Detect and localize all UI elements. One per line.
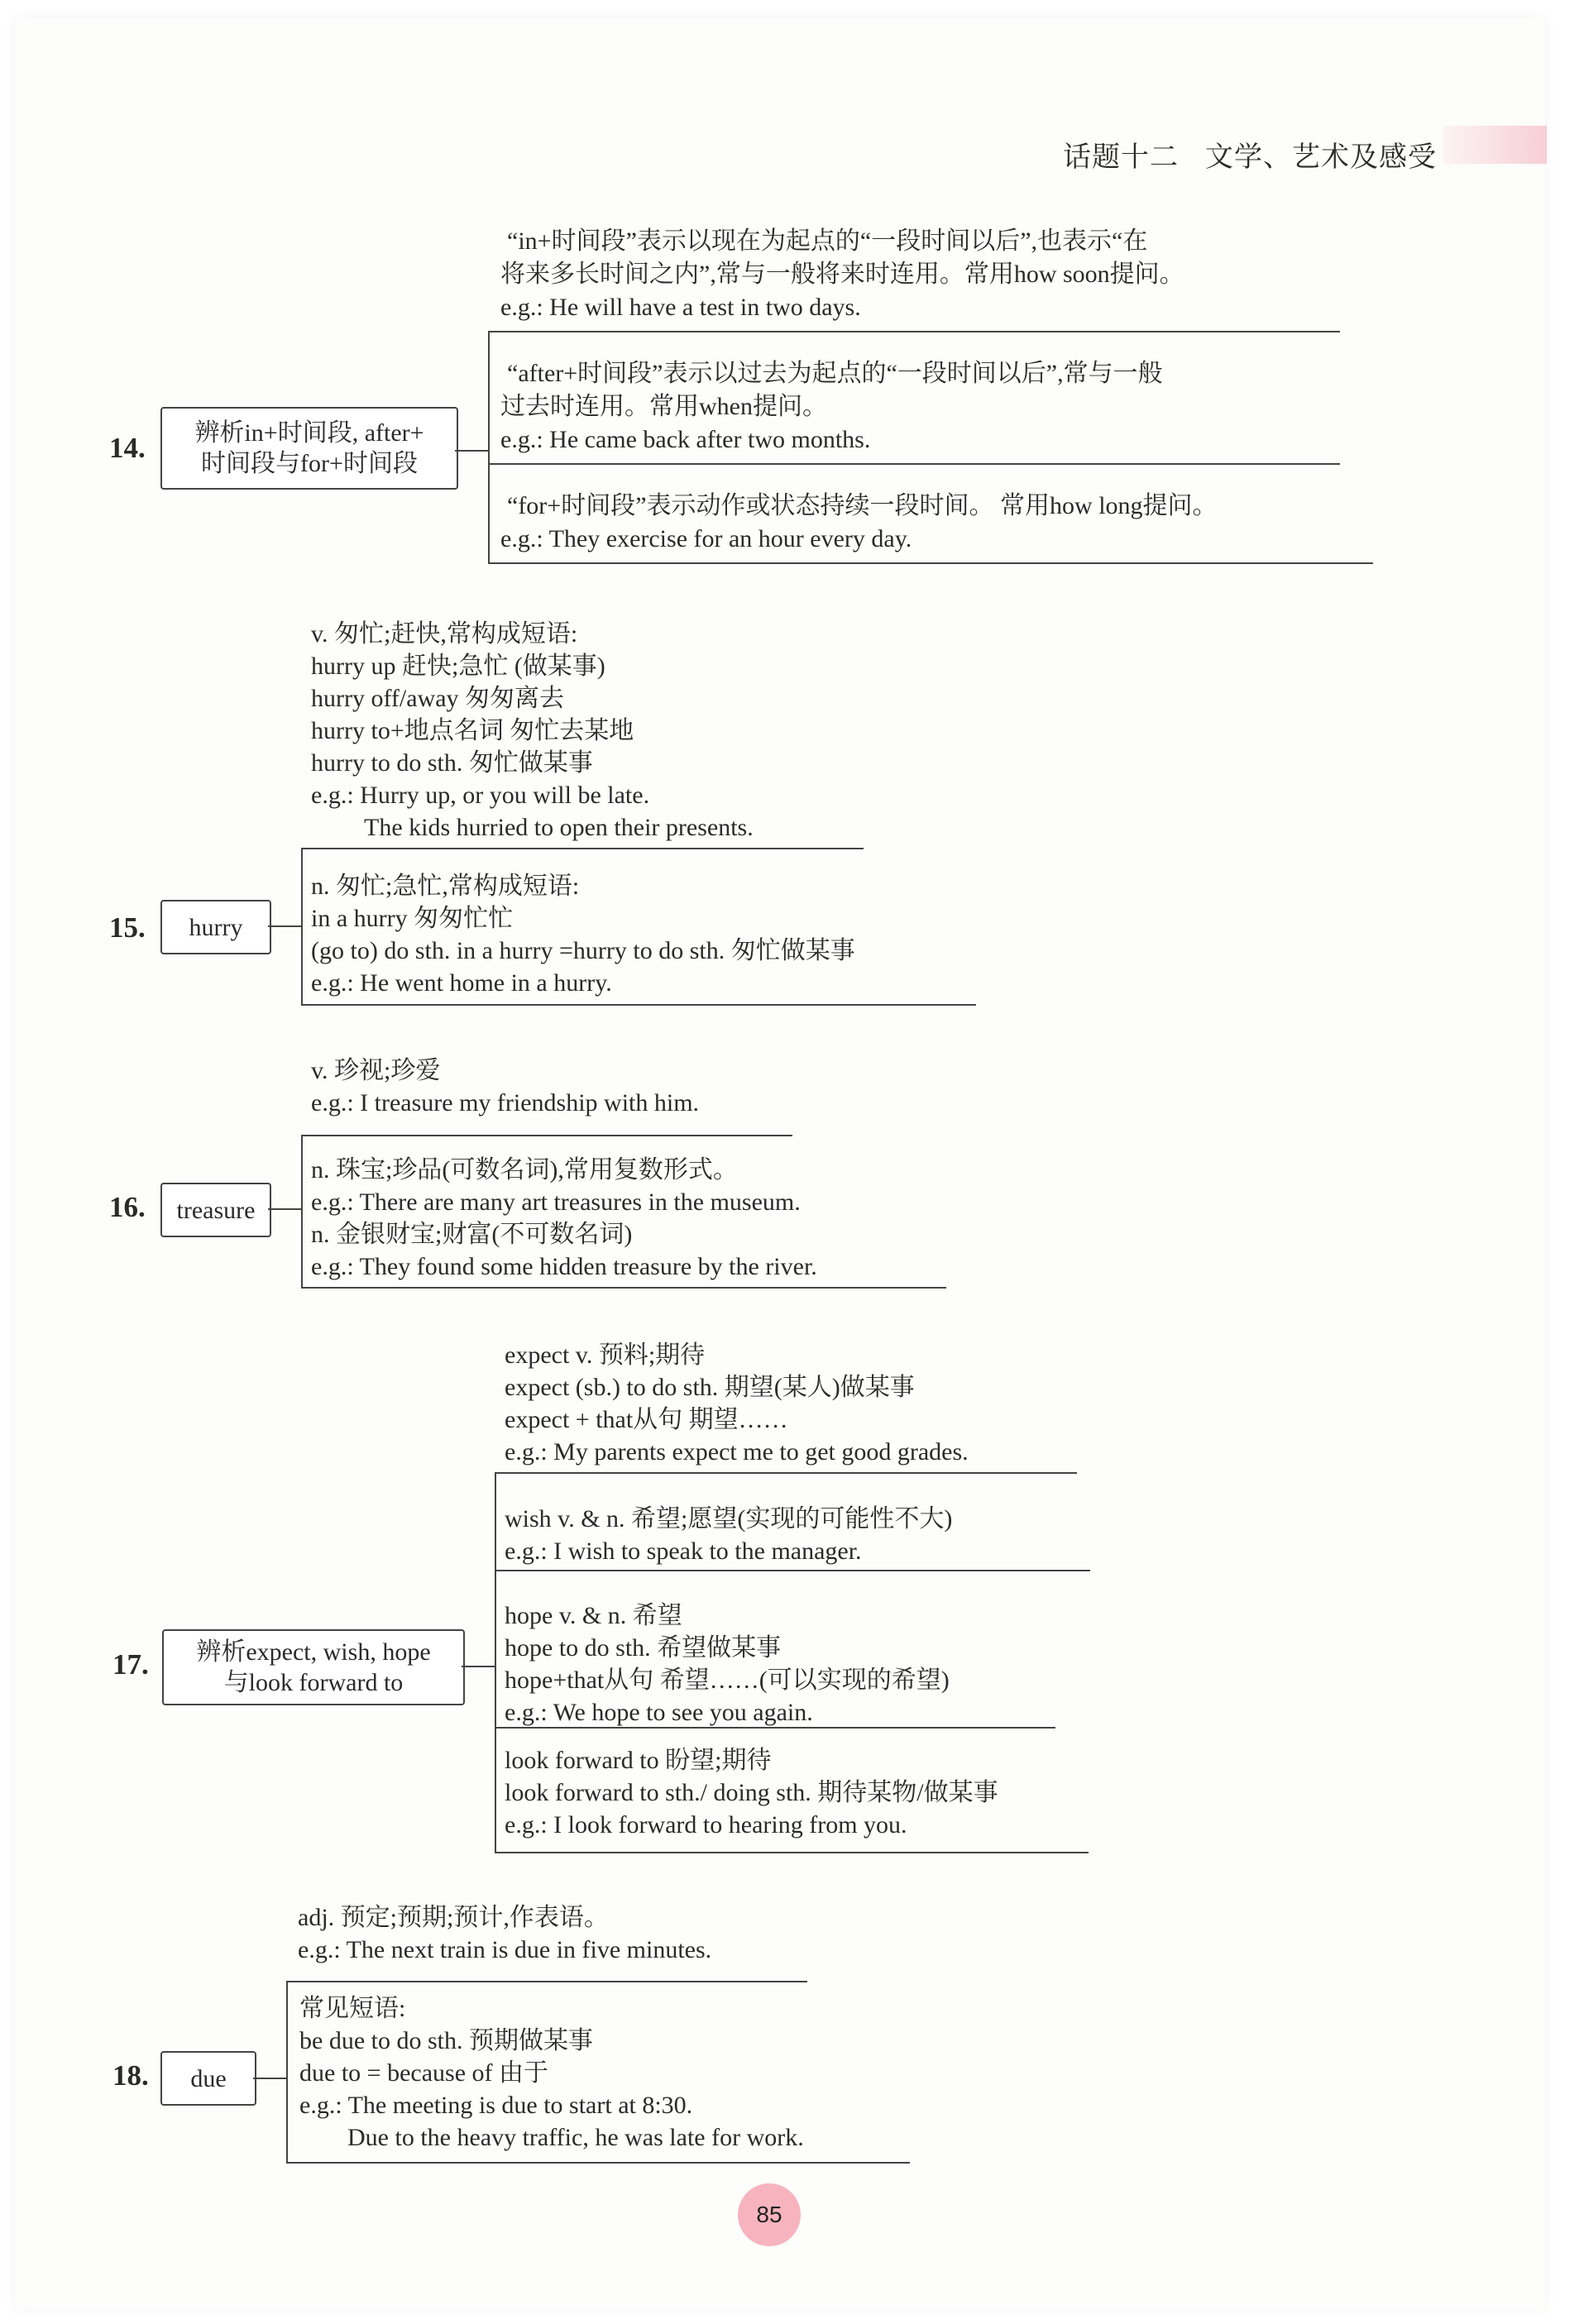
page-number-badge: 85 bbox=[738, 2183, 801, 2246]
example-line: e.g.: Hurry up, or you will be late. bbox=[311, 782, 650, 809]
text-line: (go to) do sth. in a hurry =hurry to do sth. 匆忙做某事 bbox=[311, 937, 855, 964]
bracket-line bbox=[488, 331, 490, 562]
block-underline bbox=[495, 1472, 1077, 1474]
example-line: e.g.: My parents expect me to get good grades. bbox=[505, 1438, 969, 1466]
text-line: 常见短语: bbox=[299, 1995, 406, 2022]
text-line: hope to do sth. 希望做某事 bbox=[505, 1634, 782, 1662]
header-topic: 话题十二 bbox=[1063, 142, 1179, 173]
connector-line bbox=[268, 925, 301, 927]
text-line: v. 珍视;珍爱 bbox=[311, 1057, 441, 1084]
example-line: e.g.: He went home in a hurry. bbox=[311, 969, 612, 997]
bracket-line bbox=[301, 1135, 303, 1288]
entry-number-15: 15. bbox=[109, 911, 146, 944]
text-line: adj. 预定;预期;预计,作表语。 bbox=[298, 1904, 609, 1931]
entry-box-15 bbox=[160, 900, 271, 954]
entry-box-line: 辨析in+时间段, after+ bbox=[194, 419, 424, 447]
text-line: 过去时连用。常用when提问。 bbox=[500, 393, 827, 420]
page-header bbox=[1063, 134, 1437, 175]
example-line: e.g.: We hope to see you again. bbox=[505, 1699, 813, 1726]
block-underline bbox=[495, 1852, 1089, 1853]
block-underline bbox=[301, 848, 864, 849]
text-line: n. 匆忙;急忙,常构成短语: bbox=[311, 873, 580, 900]
bracket-line bbox=[286, 1981, 288, 2163]
text-line: hurry up 赶快;急忙 (做某事) bbox=[311, 653, 605, 680]
text-line: wish v. & n. 希望;愿望(实现的可能性不大) bbox=[505, 1505, 953, 1533]
example-line: The kids hurried to open their presents. bbox=[364, 814, 754, 841]
example-line: e.g.: There are many art treasures in the museum. bbox=[311, 1188, 801, 1216]
text-line: due to = because of 由于 bbox=[299, 2059, 548, 2087]
example-line: e.g.: The meeting is due to start at 8:30. bbox=[299, 2092, 693, 2119]
text-line: hope+that从句 希望……(可以实现的希望) bbox=[505, 1666, 950, 1694]
text-line: look forward to sth./ doing sth. 期待某物/做某事 bbox=[505, 1779, 998, 1806]
connector-line bbox=[455, 450, 488, 452]
example-line: e.g.: He came back after two months. bbox=[500, 426, 871, 453]
entry-box-17 bbox=[162, 1629, 465, 1705]
block-underline bbox=[495, 1570, 1090, 1571]
text-line: expect + that从句 期望…… bbox=[505, 1406, 788, 1433]
example-line: e.g.: I look forward to hearing from you. bbox=[505, 1811, 907, 1839]
connector-line bbox=[462, 1666, 495, 1667]
entry-box-line: 时间段与for+时间段 bbox=[201, 450, 418, 477]
connector-line bbox=[253, 2078, 286, 2079]
example-line: e.g.: I wish to speak to the manager. bbox=[505, 1537, 862, 1565]
text-line: hope v. & n. 希望 bbox=[505, 1602, 682, 1629]
entry-box-line: hurry bbox=[189, 913, 243, 941]
entry-box-16 bbox=[160, 1183, 271, 1237]
example-line: e.g.: They exercise for an hour every day. bbox=[500, 525, 912, 552]
header-title: 文学、艺术及感受 bbox=[1205, 142, 1437, 173]
text-line: n. 金银财宝;财富(不可数名词) bbox=[311, 1221, 633, 1248]
entry-box-line: treasure bbox=[176, 1196, 256, 1224]
example-line: e.g.: The next train is due in five minutes. bbox=[298, 1936, 712, 1963]
text-line: expect v. 预料;期待 bbox=[505, 1341, 706, 1369]
text-line: “after+时间段”表示以过去为起点的“一段时间以后”,常与一般 bbox=[507, 360, 1163, 387]
text-line: be due to do sth. 预期做某事 bbox=[299, 2027, 593, 2054]
text-line: hurry to+地点名词 匆忙去某地 bbox=[311, 717, 634, 744]
entry-box-line: 与look forward to bbox=[223, 1669, 404, 1696]
block-underline bbox=[301, 1287, 946, 1289]
example-line: e.g.: They found some hidden treasure by the river. bbox=[311, 1253, 817, 1280]
text-line: hurry off/away 匆匆离去 bbox=[311, 685, 565, 712]
text-line: 将来多长时间之内”,常与一般将来时连用。常用how soon提问。 bbox=[500, 261, 1184, 288]
block-underline bbox=[286, 2162, 910, 2164]
entry-box-14 bbox=[160, 407, 458, 490]
example-line: e.g.: He will have a test in two days. bbox=[500, 294, 861, 321]
text-line: in a hurry 匆匆忙忙 bbox=[311, 905, 514, 932]
text-line: expect (sb.) to do sth. 期望(某人)做某事 bbox=[505, 1374, 915, 1401]
text-line: v. 匆忙;赶快,常构成短语: bbox=[311, 620, 578, 648]
block-underline bbox=[301, 1004, 976, 1006]
bracket-line bbox=[301, 848, 303, 1005]
entry-box-18 bbox=[160, 2051, 256, 2106]
entry-box-line: due bbox=[190, 2064, 227, 2092]
text-line: look forward to 盼望;期待 bbox=[505, 1747, 772, 1774]
entry-number-18: 18. bbox=[112, 2059, 149, 2092]
entry-number-14: 14. bbox=[109, 432, 146, 464]
text-line: “in+时间段”表示以现在为起点的“一段时间以后”,也表示“在 bbox=[507, 227, 1148, 255]
connector-line bbox=[268, 1208, 301, 1210]
entry-box-line: 辨析expect, wish, hope bbox=[196, 1638, 431, 1666]
block-underline bbox=[488, 562, 1373, 564]
entry-number-17: 17. bbox=[112, 1648, 149, 1681]
block-underline bbox=[488, 463, 1340, 465]
block-underline bbox=[301, 1135, 792, 1136]
text-line: n. 珠宝;珍品(可数名词),常用复数形式。 bbox=[311, 1156, 738, 1184]
text-line: “for+时间段”表示动作或状态持续一段时间。 常用how long提问。 bbox=[507, 492, 1218, 519]
header-color-band bbox=[1443, 126, 1547, 164]
example-line: Due to the heavy traffic, he was late for work. bbox=[347, 2124, 804, 2151]
bracket-line bbox=[495, 1472, 496, 1853]
entry-number-16: 16. bbox=[109, 1191, 146, 1223]
block-underline bbox=[286, 1981, 807, 1982]
block-underline bbox=[488, 331, 1340, 332]
text-line: hurry to do sth. 匆忙做某事 bbox=[311, 749, 593, 777]
example-line: e.g.: I treasure my friendship with him. bbox=[311, 1089, 700, 1117]
